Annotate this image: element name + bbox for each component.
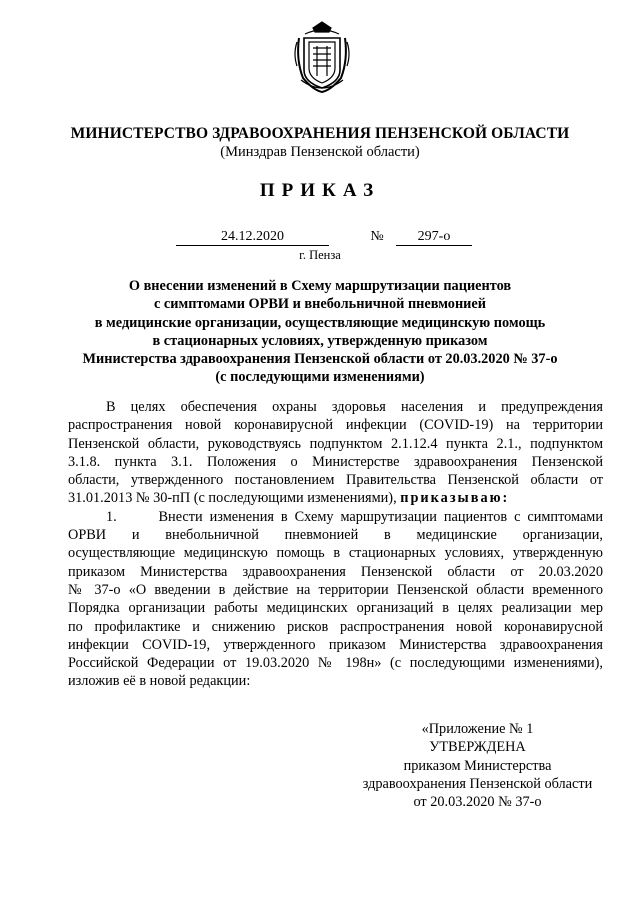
body-line: области, утвержденного постановлением Правительства Пензенской области от — [68, 472, 603, 489]
body-line: 3.1.8. пункта 3.1. Положения о Министерстве здравоохранения Пензенской — [68, 453, 603, 470]
body-line: Порядка организации работы медицинских организаций в целях реализации мер — [68, 600, 603, 617]
appendix-line: здравоохранения Пензенской области — [362, 775, 593, 792]
body-line: Российской Федерации от 19.03.2020 № 198н» (с последующими изменениями), — [68, 655, 603, 672]
subject-line: в стационарных условиях, утвержденную приказом — [152, 332, 488, 349]
appendix-line: приказом Министерства — [403, 757, 552, 774]
subject-line: (с последующими изменениями) — [215, 369, 425, 386]
appendix-line: от 20.03.2020 № 37-о — [413, 794, 542, 811]
city: г. Пенза — [299, 248, 341, 262]
body-line: изложив её в новой редакции: — [68, 673, 251, 690]
number-sign: № — [370, 229, 384, 244]
subject-line: с симптомами ОРВИ и внебольничной пневмонией — [153, 296, 487, 313]
appendix-line: УТВЕРЖДЕНА — [429, 739, 526, 756]
body-line: 1. Внести изменения в Схему маршрутизации пациентов с симптомами — [106, 508, 603, 525]
order-date: 24.12.2020 — [176, 229, 329, 246]
appendix-line: «Приложение № 1 — [421, 721, 534, 737]
subject-line: в медицинские организации, осуществляющие медицинскую помощь — [94, 314, 546, 331]
body-line: ОРВИ и внебольничной пневмонией в медицинские организации, — [68, 527, 603, 544]
body-line: осуществляющие медицинскую помощь в стационарных условиях, утвержденную — [68, 545, 603, 562]
body-line: по профилактике и снижению рисков распространения новой коронавирусной — [68, 618, 603, 635]
appendix-header — [350, 720, 605, 811]
subject-line: Министерства здравоохранения Пензенской области от 20.03.2020 № 37-о — [82, 351, 558, 368]
body-line: № 37-о «О введении в действие на территории Пензенской области временного — [68, 581, 603, 598]
body-line: инфекции COVID-19, утвержденного приказом Министерства здравоохранения — [68, 636, 603, 653]
body-line: распространения новой коронавирусной инфекции (COVID-19) на территории — [68, 417, 603, 434]
subject-line: О внесении изменений в Схему маршрутизации пациентов — [128, 278, 512, 294]
order-subject — [60, 277, 580, 387]
body-line: приказом Министерства здравоохранения Пензенской области от 20.03.2020 — [68, 563, 603, 580]
body-line: В целях обеспечения охраны здоровья населения и предупреждения — [106, 399, 603, 415]
order-number: 297-о — [396, 229, 472, 246]
coat-of-arms-icon — [293, 20, 351, 94]
body-line-text: 31.01.2013 № 30-пП (с последующими изменениями), — [68, 490, 397, 507]
document-type: ПРИКАЗ — [259, 180, 381, 201]
ministry-name: МИНИСТЕРСТВО ЗДРАВООХРАНЕНИЯ ПЕНЗЕНСКОЙ ОБЛАСТИ — [70, 125, 570, 142]
order-word: приказываю: — [400, 490, 510, 507]
order-body — [68, 398, 603, 691]
body-line: Пензенской области, руководствуясь подпунктом 2.1.12.4 пункта 2.1., подпунктом — [68, 435, 603, 452]
ministry-short-name: (Минздрав Пензенской области) — [220, 144, 420, 160]
body-line — [68, 489, 603, 507]
